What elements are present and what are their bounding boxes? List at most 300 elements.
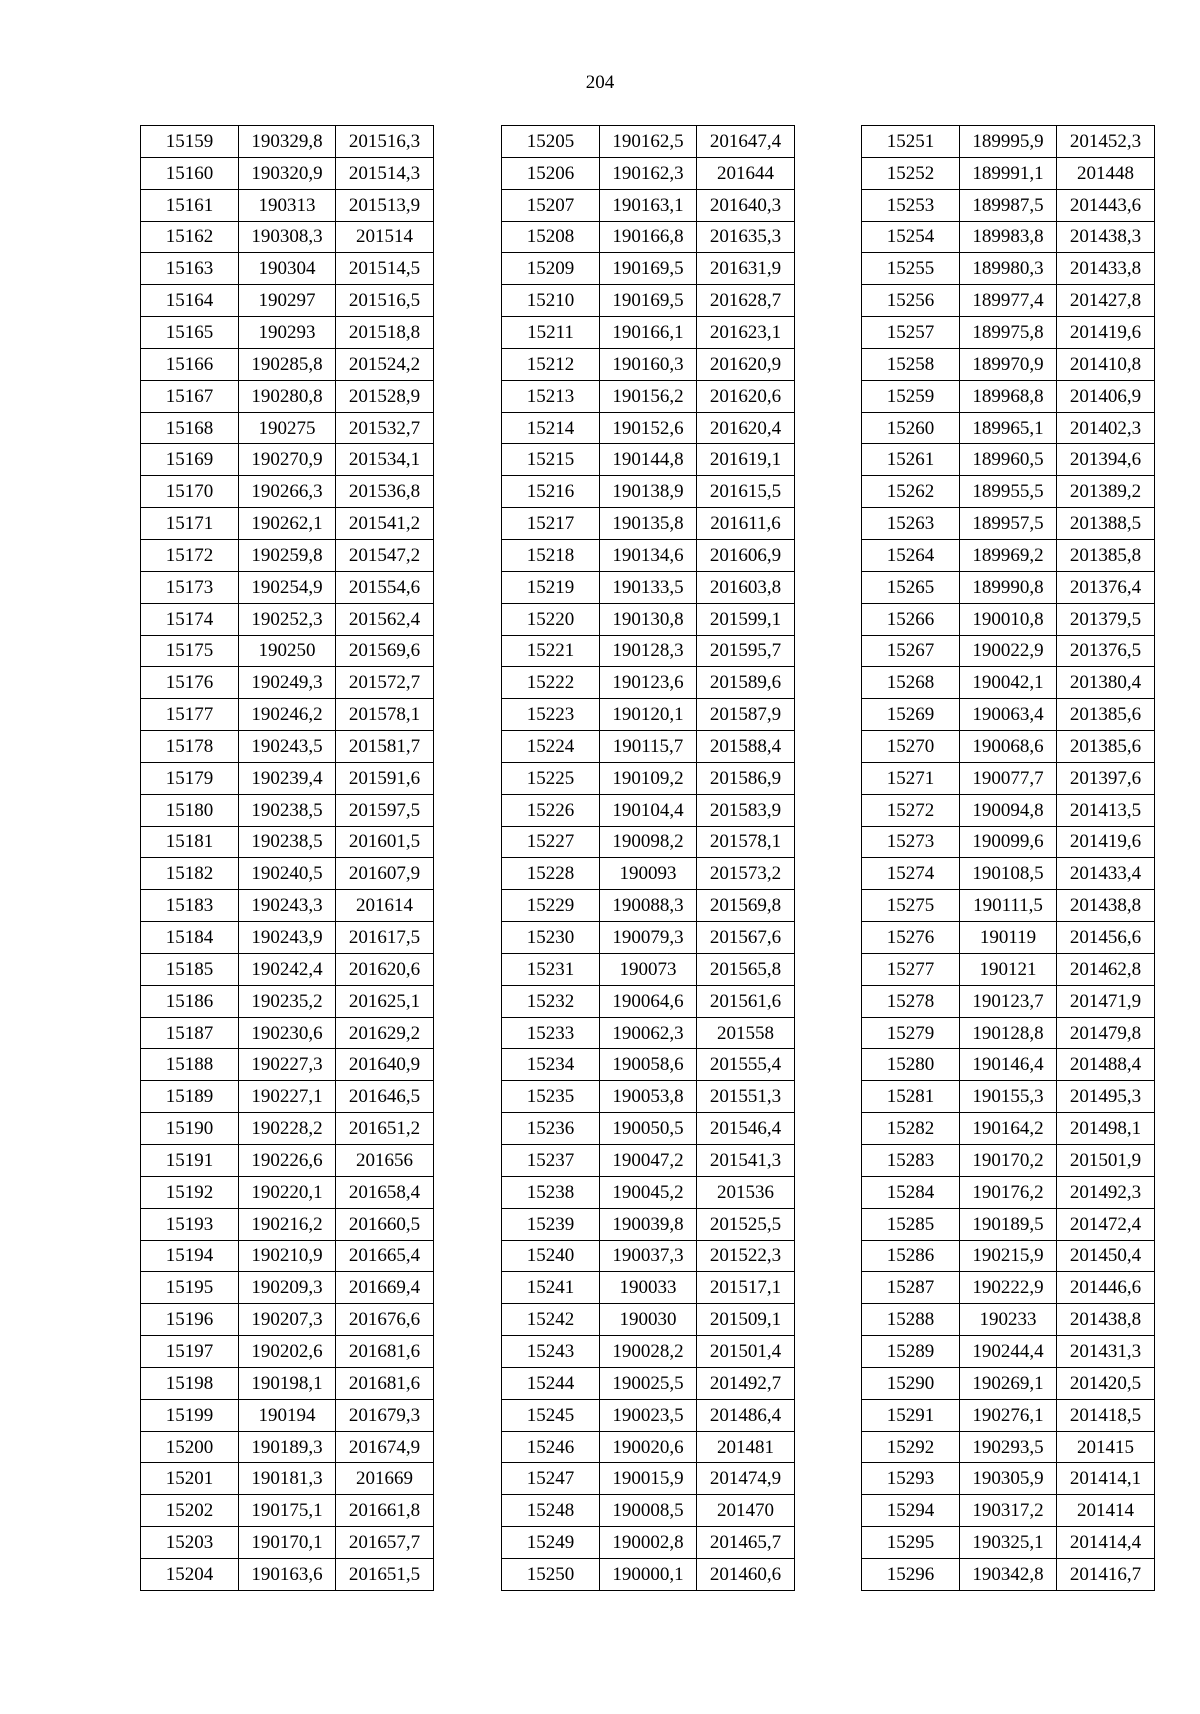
point-number-cell: 15293 xyxy=(862,1463,960,1495)
point-number-cell: 15285 xyxy=(862,1208,960,1240)
point-number-cell: 15253 xyxy=(862,189,960,221)
point-number-cell: 15248 xyxy=(502,1495,600,1527)
x-coordinate-cell: 190293 xyxy=(239,317,336,349)
point-number-cell: 15275 xyxy=(862,890,960,922)
table-row xyxy=(502,380,795,412)
point-number-cell: 15178 xyxy=(141,731,239,763)
x-coordinate-cell: 190000,1 xyxy=(600,1558,697,1590)
point-number-cell: 15217 xyxy=(502,508,600,540)
table-row xyxy=(141,1495,434,1527)
x-coordinate-cell: 190108,5 xyxy=(960,858,1057,890)
y-coordinate-cell: 201479,8 xyxy=(1057,1017,1155,1049)
x-coordinate-cell: 190269,1 xyxy=(960,1367,1057,1399)
y-coordinate-cell: 201481 xyxy=(697,1431,795,1463)
x-coordinate-cell: 190317,2 xyxy=(960,1495,1057,1527)
y-coordinate-cell: 201656 xyxy=(336,1145,434,1177)
point-number-cell: 15215 xyxy=(502,444,600,476)
table-row xyxy=(141,1463,434,1495)
y-coordinate-cell: 201572,7 xyxy=(336,667,434,699)
y-coordinate-cell: 201583,9 xyxy=(697,794,795,826)
table-row xyxy=(862,1049,1155,1081)
x-coordinate-cell: 190207,3 xyxy=(239,1304,336,1336)
y-coordinate-cell: 201492,3 xyxy=(1057,1176,1155,1208)
x-coordinate-cell: 190304 xyxy=(239,253,336,285)
point-number-cell: 15186 xyxy=(141,985,239,1017)
point-number-cell: 15277 xyxy=(862,953,960,985)
y-coordinate-cell: 201646,5 xyxy=(336,1081,434,1113)
table-row xyxy=(141,412,434,444)
point-number-cell: 15170 xyxy=(141,476,239,508)
point-number-cell: 15221 xyxy=(502,635,600,667)
y-coordinate-cell: 201558 xyxy=(697,1017,795,1049)
point-number-cell: 15179 xyxy=(141,762,239,794)
point-number-cell: 15267 xyxy=(862,635,960,667)
y-coordinate-cell: 201410,8 xyxy=(1057,348,1155,380)
point-number-cell: 15193 xyxy=(141,1208,239,1240)
point-number-cell: 15210 xyxy=(502,285,600,317)
table-row xyxy=(141,731,434,763)
x-coordinate-cell: 190210,9 xyxy=(239,1240,336,1272)
table-row xyxy=(862,953,1155,985)
y-coordinate-cell: 201536 xyxy=(697,1176,795,1208)
table-row xyxy=(862,1081,1155,1113)
y-coordinate-cell: 201635,3 xyxy=(697,221,795,253)
table-row xyxy=(141,1176,434,1208)
y-coordinate-cell: 201597,5 xyxy=(336,794,434,826)
table-row xyxy=(141,1145,434,1177)
x-coordinate-cell: 190130,8 xyxy=(600,603,697,635)
x-coordinate-cell: 189970,9 xyxy=(960,348,1057,380)
point-number-cell: 15216 xyxy=(502,476,600,508)
y-coordinate-cell: 201628,7 xyxy=(697,285,795,317)
table-row xyxy=(862,1495,1155,1527)
y-coordinate-cell: 201514 xyxy=(336,221,434,253)
table-row xyxy=(141,1208,434,1240)
x-coordinate-cell: 190233 xyxy=(960,1304,1057,1336)
y-coordinate-cell: 201419,6 xyxy=(1057,826,1155,858)
x-coordinate-cell: 190249,3 xyxy=(239,667,336,699)
x-coordinate-cell: 190239,4 xyxy=(239,762,336,794)
y-coordinate-cell: 201522,3 xyxy=(697,1240,795,1272)
y-coordinate-cell: 201397,6 xyxy=(1057,762,1155,794)
x-coordinate-cell: 190297 xyxy=(239,285,336,317)
x-coordinate-cell: 190176,2 xyxy=(960,1176,1057,1208)
x-coordinate-cell: 190039,8 xyxy=(600,1208,697,1240)
x-coordinate-cell: 190028,2 xyxy=(600,1336,697,1368)
table-row xyxy=(862,476,1155,508)
x-coordinate-cell: 189991,1 xyxy=(960,157,1057,189)
y-coordinate-cell: 201629,2 xyxy=(336,1017,434,1049)
point-number-cell: 15234 xyxy=(502,1049,600,1081)
point-number-cell: 15212 xyxy=(502,348,600,380)
x-coordinate-cell: 190115,7 xyxy=(600,731,697,763)
point-number-cell: 15276 xyxy=(862,922,960,954)
table-row xyxy=(862,858,1155,890)
table-row xyxy=(141,157,434,189)
y-coordinate-cell: 201651,5 xyxy=(336,1558,434,1590)
table-row xyxy=(862,603,1155,635)
table-row xyxy=(862,508,1155,540)
x-coordinate-cell: 190194 xyxy=(239,1399,336,1431)
y-coordinate-cell: 201415 xyxy=(1057,1431,1155,1463)
table-row xyxy=(862,1017,1155,1049)
x-coordinate-cell: 190123,7 xyxy=(960,985,1057,1017)
x-coordinate-cell: 190170,1 xyxy=(239,1527,336,1559)
point-number-cell: 15280 xyxy=(862,1049,960,1081)
y-coordinate-cell: 201528,9 xyxy=(336,380,434,412)
x-coordinate-cell: 190244,4 xyxy=(960,1336,1057,1368)
point-number-cell: 15171 xyxy=(141,508,239,540)
point-number-cell: 15278 xyxy=(862,985,960,1017)
y-coordinate-cell: 201547,2 xyxy=(336,539,434,571)
table-row xyxy=(502,189,795,221)
table-row xyxy=(862,571,1155,603)
x-coordinate-cell: 190156,2 xyxy=(600,380,697,412)
y-coordinate-cell: 201514,5 xyxy=(336,253,434,285)
x-coordinate-cell: 190023,5 xyxy=(600,1399,697,1431)
x-coordinate-cell: 190042,1 xyxy=(960,667,1057,699)
point-number-cell: 15252 xyxy=(862,157,960,189)
table-row xyxy=(502,1463,795,1495)
table-row xyxy=(141,1399,434,1431)
x-coordinate-cell: 190111,5 xyxy=(960,890,1057,922)
point-number-cell: 15269 xyxy=(862,699,960,731)
table-row xyxy=(862,794,1155,826)
x-coordinate-cell: 190037,3 xyxy=(600,1240,697,1272)
point-number-cell: 15214 xyxy=(502,412,600,444)
x-coordinate-cell: 189960,5 xyxy=(960,444,1057,476)
x-coordinate-cell: 190030 xyxy=(600,1304,697,1336)
x-coordinate-cell: 190152,6 xyxy=(600,412,697,444)
y-coordinate-cell: 201446,6 xyxy=(1057,1272,1155,1304)
y-coordinate-cell: 201647,4 xyxy=(697,126,795,158)
table-row xyxy=(141,1017,434,1049)
table-row xyxy=(502,731,795,763)
table-row xyxy=(862,1558,1155,1590)
point-number-cell: 15191 xyxy=(141,1145,239,1177)
point-number-cell: 15249 xyxy=(502,1527,600,1559)
y-coordinate-cell: 201532,7 xyxy=(336,412,434,444)
x-coordinate-cell: 190008,5 xyxy=(600,1495,697,1527)
table-row xyxy=(502,1240,795,1272)
point-number-cell: 15199 xyxy=(141,1399,239,1431)
point-number-cell: 15227 xyxy=(502,826,600,858)
table-row xyxy=(862,1272,1155,1304)
point-number-cell: 15177 xyxy=(141,699,239,731)
table-row xyxy=(502,571,795,603)
y-coordinate-cell: 201565,8 xyxy=(697,953,795,985)
y-coordinate-cell: 201676,6 xyxy=(336,1304,434,1336)
y-coordinate-cell: 201631,9 xyxy=(697,253,795,285)
table-row xyxy=(141,826,434,858)
x-coordinate-cell: 190155,3 xyxy=(960,1081,1057,1113)
table-row xyxy=(502,157,795,189)
point-number-cell: 15187 xyxy=(141,1017,239,1049)
point-number-cell: 15162 xyxy=(141,221,239,253)
x-coordinate-cell: 190077,7 xyxy=(960,762,1057,794)
point-number-cell: 15220 xyxy=(502,603,600,635)
table-row xyxy=(141,699,434,731)
point-number-cell: 15161 xyxy=(141,189,239,221)
y-coordinate-cell: 201640,3 xyxy=(697,189,795,221)
point-number-cell: 15271 xyxy=(862,762,960,794)
coordinate-table-2 xyxy=(501,125,795,1591)
x-coordinate-cell: 190238,5 xyxy=(239,826,336,858)
y-coordinate-cell: 201438,3 xyxy=(1057,221,1155,253)
x-coordinate-cell: 190240,5 xyxy=(239,858,336,890)
y-coordinate-cell: 201573,2 xyxy=(697,858,795,890)
x-coordinate-cell: 190169,5 xyxy=(600,285,697,317)
y-coordinate-cell: 201640,9 xyxy=(336,1049,434,1081)
x-coordinate-cell: 190228,2 xyxy=(239,1113,336,1145)
x-coordinate-cell: 189968,8 xyxy=(960,380,1057,412)
table-row xyxy=(502,126,795,158)
x-coordinate-cell: 190250 xyxy=(239,635,336,667)
x-coordinate-cell: 189977,4 xyxy=(960,285,1057,317)
point-number-cell: 15225 xyxy=(502,762,600,794)
point-number-cell: 15238 xyxy=(502,1176,600,1208)
x-coordinate-cell: 190109,2 xyxy=(600,762,697,794)
table-row xyxy=(502,1081,795,1113)
point-number-cell: 15219 xyxy=(502,571,600,603)
x-coordinate-cell: 190163,6 xyxy=(239,1558,336,1590)
x-coordinate-cell: 190099,6 xyxy=(960,826,1057,858)
point-number-cell: 15208 xyxy=(502,221,600,253)
x-coordinate-cell: 190320,9 xyxy=(239,157,336,189)
table-row xyxy=(862,826,1155,858)
y-coordinate-cell: 201669,4 xyxy=(336,1272,434,1304)
x-coordinate-cell: 190133,5 xyxy=(600,571,697,603)
point-number-cell: 15198 xyxy=(141,1367,239,1399)
point-number-cell: 15290 xyxy=(862,1367,960,1399)
point-number-cell: 15192 xyxy=(141,1176,239,1208)
y-coordinate-cell: 201406,9 xyxy=(1057,380,1155,412)
y-coordinate-cell: 201551,3 xyxy=(697,1081,795,1113)
table-row xyxy=(502,985,795,1017)
y-coordinate-cell: 201462,8 xyxy=(1057,953,1155,985)
table-row xyxy=(141,762,434,794)
point-number-cell: 15159 xyxy=(141,126,239,158)
y-coordinate-cell: 201561,6 xyxy=(697,985,795,1017)
point-number-cell: 15196 xyxy=(141,1304,239,1336)
table-row xyxy=(141,890,434,922)
y-coordinate-cell: 201448 xyxy=(1057,157,1155,189)
table-row xyxy=(141,1272,434,1304)
y-coordinate-cell: 201516,3 xyxy=(336,126,434,158)
x-coordinate-cell: 190068,6 xyxy=(960,731,1057,763)
point-number-cell: 15182 xyxy=(141,858,239,890)
point-number-cell: 15176 xyxy=(141,667,239,699)
point-number-cell: 15272 xyxy=(862,794,960,826)
point-number-cell: 15195 xyxy=(141,1272,239,1304)
y-coordinate-cell: 201665,4 xyxy=(336,1240,434,1272)
x-coordinate-cell: 190128,8 xyxy=(960,1017,1057,1049)
point-number-cell: 15257 xyxy=(862,317,960,349)
x-coordinate-cell: 189965,1 xyxy=(960,412,1057,444)
point-number-cell: 15207 xyxy=(502,189,600,221)
table-row xyxy=(141,1367,434,1399)
table-row xyxy=(862,731,1155,763)
x-coordinate-cell: 190120,1 xyxy=(600,699,697,731)
table-row xyxy=(502,285,795,317)
table-row xyxy=(502,476,795,508)
table-row xyxy=(862,539,1155,571)
y-coordinate-cell: 201416,7 xyxy=(1057,1558,1155,1590)
table-row xyxy=(502,221,795,253)
x-coordinate-cell: 190262,1 xyxy=(239,508,336,540)
y-coordinate-cell: 201389,2 xyxy=(1057,476,1155,508)
point-number-cell: 15211 xyxy=(502,317,600,349)
y-coordinate-cell: 201431,3 xyxy=(1057,1336,1155,1368)
table-row xyxy=(862,762,1155,794)
table-row xyxy=(502,635,795,667)
y-coordinate-cell: 201438,8 xyxy=(1057,1304,1155,1336)
y-coordinate-cell: 201414,1 xyxy=(1057,1463,1155,1495)
table-row xyxy=(141,922,434,954)
table-row xyxy=(141,126,434,158)
point-number-cell: 15254 xyxy=(862,221,960,253)
x-coordinate-cell: 190093 xyxy=(600,858,697,890)
x-coordinate-cell: 190169,5 xyxy=(600,253,697,285)
x-coordinate-cell: 189995,9 xyxy=(960,126,1057,158)
x-coordinate-cell: 190252,3 xyxy=(239,603,336,635)
point-number-cell: 15262 xyxy=(862,476,960,508)
x-coordinate-cell: 190275 xyxy=(239,412,336,444)
y-coordinate-cell: 201658,4 xyxy=(336,1176,434,1208)
y-coordinate-cell: 201536,8 xyxy=(336,476,434,508)
point-number-cell: 15224 xyxy=(502,731,600,763)
table-row xyxy=(141,1431,434,1463)
point-number-cell: 15201 xyxy=(141,1463,239,1495)
y-coordinate-cell: 201443,6 xyxy=(1057,189,1155,221)
table-row xyxy=(862,221,1155,253)
table-row xyxy=(862,1367,1155,1399)
table-row xyxy=(141,571,434,603)
point-number-cell: 15174 xyxy=(141,603,239,635)
x-coordinate-cell: 190010,8 xyxy=(960,603,1057,635)
table-row xyxy=(502,317,795,349)
table-row xyxy=(862,1113,1155,1145)
y-coordinate-cell: 201376,5 xyxy=(1057,635,1155,667)
point-number-cell: 15175 xyxy=(141,635,239,667)
x-coordinate-cell: 190305,9 xyxy=(960,1463,1057,1495)
y-coordinate-cell: 201509,1 xyxy=(697,1304,795,1336)
table-row xyxy=(141,603,434,635)
point-number-cell: 15163 xyxy=(141,253,239,285)
table-row xyxy=(502,953,795,985)
table-row xyxy=(502,890,795,922)
y-coordinate-cell: 201615,5 xyxy=(697,476,795,508)
point-number-cell: 15246 xyxy=(502,1431,600,1463)
x-coordinate-cell: 190062,3 xyxy=(600,1017,697,1049)
x-coordinate-cell: 190216,2 xyxy=(239,1208,336,1240)
table-row xyxy=(862,1399,1155,1431)
table-row xyxy=(502,603,795,635)
point-number-cell: 15197 xyxy=(141,1336,239,1368)
y-coordinate-cell: 201379,5 xyxy=(1057,603,1155,635)
point-number-cell: 15231 xyxy=(502,953,600,985)
table-row xyxy=(502,667,795,699)
point-number-cell: 15240 xyxy=(502,1240,600,1272)
table-row xyxy=(141,667,434,699)
table-row xyxy=(862,699,1155,731)
table-row xyxy=(502,1145,795,1177)
x-coordinate-cell: 190079,3 xyxy=(600,922,697,954)
point-number-cell: 15184 xyxy=(141,922,239,954)
x-coordinate-cell: 190123,6 xyxy=(600,667,697,699)
point-number-cell: 15274 xyxy=(862,858,960,890)
y-coordinate-cell: 201495,3 xyxy=(1057,1081,1155,1113)
y-coordinate-cell: 201589,6 xyxy=(697,667,795,699)
y-coordinate-cell: 201603,8 xyxy=(697,571,795,603)
y-coordinate-cell: 201414 xyxy=(1057,1495,1155,1527)
table-row xyxy=(862,1431,1155,1463)
y-coordinate-cell: 201472,4 xyxy=(1057,1208,1155,1240)
point-number-cell: 15223 xyxy=(502,699,600,731)
y-coordinate-cell: 201607,9 xyxy=(336,858,434,890)
x-coordinate-cell: 190098,2 xyxy=(600,826,697,858)
point-number-cell: 15181 xyxy=(141,826,239,858)
y-coordinate-cell: 201385,8 xyxy=(1057,539,1155,571)
y-coordinate-cell: 201488,4 xyxy=(1057,1049,1155,1081)
y-coordinate-cell: 201555,4 xyxy=(697,1049,795,1081)
x-coordinate-cell: 190242,4 xyxy=(239,953,336,985)
x-coordinate-cell: 190175,1 xyxy=(239,1495,336,1527)
y-coordinate-cell: 201452,3 xyxy=(1057,126,1155,158)
table-row xyxy=(862,635,1155,667)
x-coordinate-cell: 190238,5 xyxy=(239,794,336,826)
x-coordinate-cell: 190164,2 xyxy=(960,1113,1057,1145)
x-coordinate-cell: 190162,3 xyxy=(600,157,697,189)
point-number-cell: 15268 xyxy=(862,667,960,699)
y-coordinate-cell: 201651,2 xyxy=(336,1113,434,1145)
table-row xyxy=(141,985,434,1017)
x-coordinate-cell: 190050,5 xyxy=(600,1113,697,1145)
x-coordinate-cell: 190215,9 xyxy=(960,1240,1057,1272)
point-number-cell: 15218 xyxy=(502,539,600,571)
y-coordinate-cell: 201492,7 xyxy=(697,1367,795,1399)
x-coordinate-cell: 190266,3 xyxy=(239,476,336,508)
point-number-cell: 15165 xyxy=(141,317,239,349)
point-number-cell: 15244 xyxy=(502,1367,600,1399)
point-number-cell: 15292 xyxy=(862,1431,960,1463)
y-coordinate-cell: 201486,4 xyxy=(697,1399,795,1431)
x-coordinate-cell: 190230,6 xyxy=(239,1017,336,1049)
x-coordinate-cell: 190202,6 xyxy=(239,1336,336,1368)
point-number-cell: 15289 xyxy=(862,1336,960,1368)
point-number-cell: 15206 xyxy=(502,157,600,189)
point-number-cell: 15286 xyxy=(862,1240,960,1272)
table-row xyxy=(141,348,434,380)
table-row xyxy=(502,858,795,890)
table-row xyxy=(502,826,795,858)
table-row xyxy=(502,762,795,794)
table-row xyxy=(502,1558,795,1590)
point-number-cell: 15296 xyxy=(862,1558,960,1590)
x-coordinate-cell: 189980,3 xyxy=(960,253,1057,285)
x-coordinate-cell: 190022,9 xyxy=(960,635,1057,667)
point-number-cell: 15263 xyxy=(862,508,960,540)
table-row xyxy=(862,253,1155,285)
x-coordinate-cell: 190329,8 xyxy=(239,126,336,158)
point-number-cell: 15167 xyxy=(141,380,239,412)
y-coordinate-cell: 201541,3 xyxy=(697,1145,795,1177)
x-coordinate-cell: 190025,5 xyxy=(600,1367,697,1399)
y-coordinate-cell: 201394,6 xyxy=(1057,444,1155,476)
table-row xyxy=(502,1367,795,1399)
x-coordinate-cell: 190189,3 xyxy=(239,1431,336,1463)
x-coordinate-cell: 190243,9 xyxy=(239,922,336,954)
